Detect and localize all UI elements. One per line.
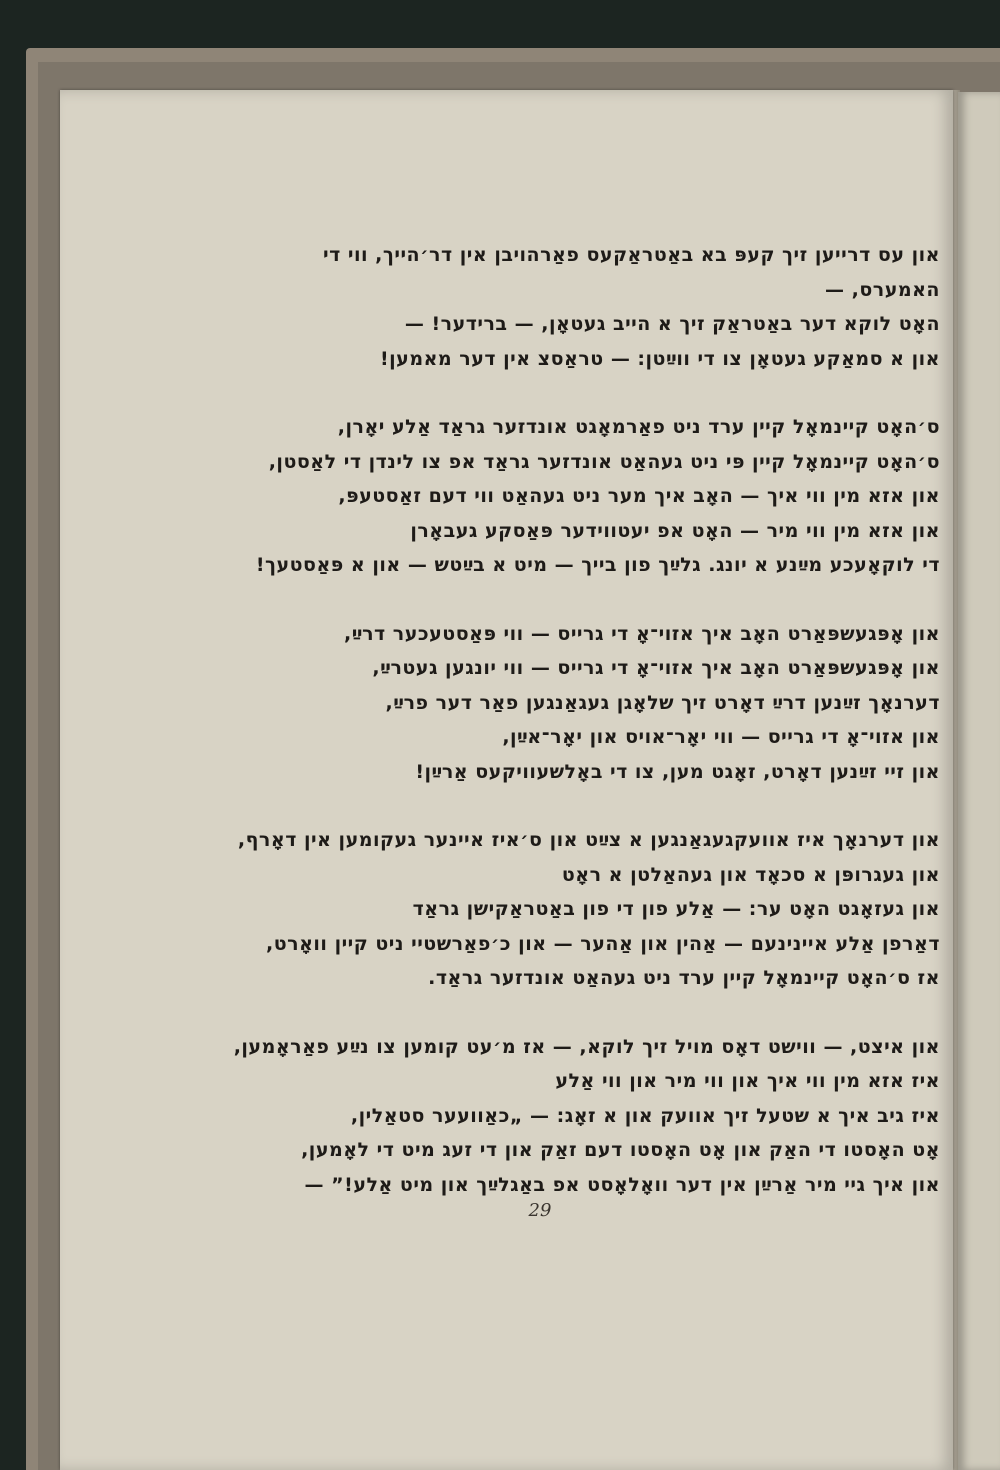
next-page-edge [958, 92, 1000, 1470]
text-line: אָט האָסטו די האַק און אָט האָסטו דעם זאַק און די זעג מיט די לאָמען, [301, 1139, 940, 1161]
text-line: און אָפּגעשפּאַרט האָב איך אזוי־אָ די גרייס — ווי יונגען געטרײַ, [372, 657, 940, 679]
text-line: און זיי זײַנען דאָרט, זאָגט מען, צו די באָלשעוויקעס אַרײַן! [415, 760, 940, 783]
text-line: און איך גיי מיר אַרײַן אין דער וואָלאָסט אפ באַגלײַך און מיט אַלע!” — [304, 1173, 940, 1196]
text-line: איז גיב איך א שטעל זיך אוועק און א זאָג: — „כאַוועער סטאַלין, [350, 1104, 940, 1127]
text-line: און דערנאָך איז אוועקגעגאַנגען א צײַט און ס׳איז איינער געקומען אין דאָרף, [237, 829, 940, 851]
text-line: און א סמאַקע געטאָן צו די ווײַטן: — טראַסצ אין דער מאמען! [379, 347, 940, 370]
text-line: און איצט, — ווישט דאָס מויל זיך לוקא, — אז מ׳עט קומען צו נײַע פאַראָמען, [233, 1035, 940, 1058]
text-line: ס׳האָט קיינמאָל קיין פּי ניט געהאַט אונדזער גראַד אפ צו לינדן די לאַסטן, [268, 450, 940, 473]
text-line: און אזוי־אָ די גרייס — ווי יאָר־אויס און יאָר־אײַן, [502, 726, 940, 748]
text-line: און געגרופּן א סכאָד און געהאַלטן א ראָט [561, 863, 940, 886]
text-line: ס׳האָט קיינמאָל קיין ערד ניט פאַרמאָגט אונדזער גראַד אַלע יאָרן, [337, 416, 940, 438]
text-line: איז אזא מין ווי איך און ווי מיר און ווי אַלע [555, 1070, 940, 1092]
text-line: און אזא מין ווי מיר — האָט אפ יעטווידער פּאַסקע געבאָרן [410, 519, 940, 542]
stanza [140, 823, 940, 996]
text-line: דערנאָך זײַנען דרײַ דאָרט זיך שלאָגן געגאַנגען פאַר דער פרײַ, [385, 691, 940, 714]
stanza [140, 238, 940, 376]
text-line: און עס דרייען זיך קעפּ בא באַטראַקעס פאַרהויבן אין דר׳הייך, ווי די [323, 244, 940, 266]
poem-text [140, 238, 940, 1236]
text-line: און אָפּגעשפּאַרט האָב איך אזוי־אָ די גרייס — ווי פּאַסטעכער דרײַ, [343, 622, 940, 645]
text-line: האמערס, — [825, 278, 940, 301]
text-line: האָט לוקא דער באַטראַק זיך א הייב געטאָן, — ברידער! — [404, 313, 940, 335]
text-line: דאַרפן אַלע איינינעם — אַהין און אַהער — און כ׳פאַרשטיי ניט קיין וואָרט, [266, 932, 940, 955]
stanza [140, 410, 940, 583]
stanza [140, 617, 940, 790]
text-line: די לוקאָעכע מײַנע א יונג. גלײַך פון בייך — מיט א בײַטש — און א פּאַסטעך! [255, 554, 940, 576]
page-number: 29 [528, 1200, 552, 1221]
stanza [140, 1030, 940, 1203]
text-line: און געזאָגט האָט ער: — אַלע פון די פון באַטראַקישן גראַד [412, 898, 940, 920]
text-line: און אזא מין ווי איך — האָב איך מער ניט געהאַט ווי דעם זאַסטעפּ, [338, 485, 940, 507]
text-line: אז ס׳האָט קיינמאָל קיין ערד ניט געהאַט אונדזער גראַד. [428, 967, 940, 989]
